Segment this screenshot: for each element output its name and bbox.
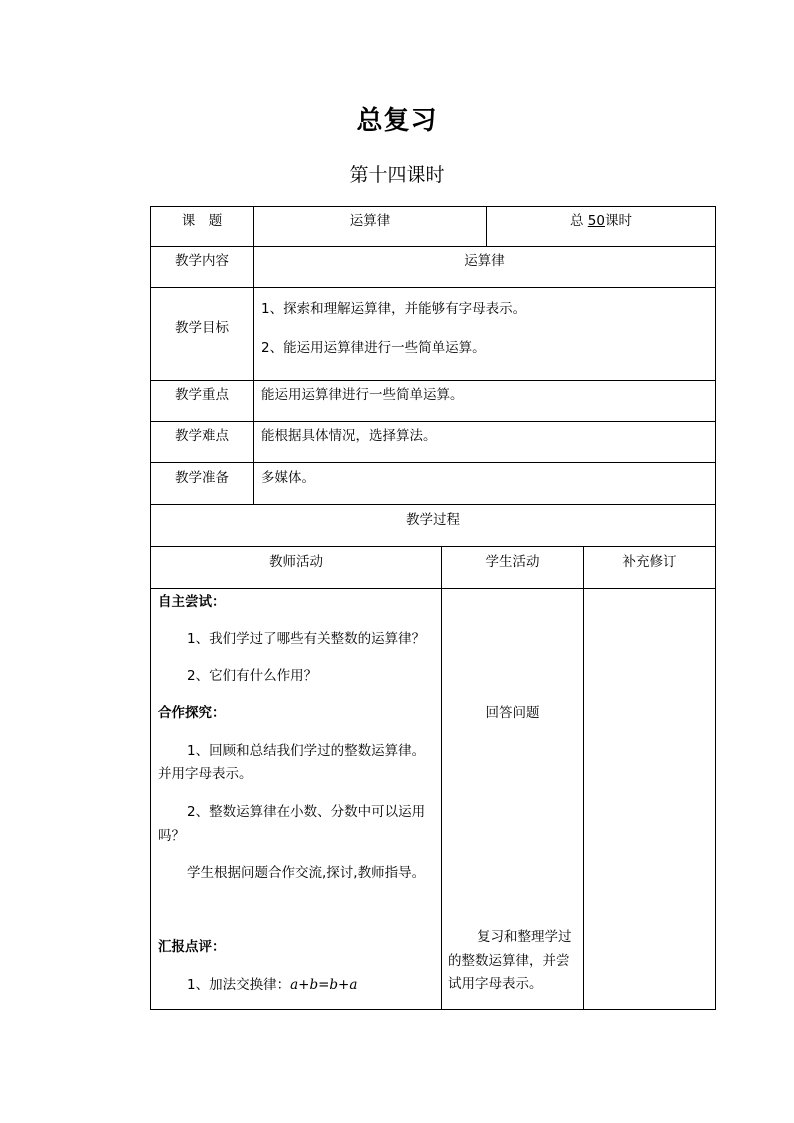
- lesson-number: 第十四课时: [349, 164, 445, 186]
- col-notes: 补充修订: [622, 554, 677, 570]
- process-title: 教学过程: [406, 512, 460, 528]
- col-teacher-activity: 教师活动: [269, 554, 323, 570]
- topic-value: 运算律: [349, 213, 391, 229]
- key-label: 教学重点: [175, 387, 229, 403]
- prep-value: 多媒体。: [261, 470, 315, 486]
- section-heading-report: 汇报点评：: [158, 939, 226, 955]
- goals-label: 教学目标: [175, 320, 229, 336]
- teacher-question: 2、它们有什么作用？: [187, 668, 318, 684]
- prep-label: 教学准备: [175, 470, 229, 486]
- student-answer: 回答问题: [485, 705, 540, 721]
- goal-item: 2、能运用运算律进行一些简单运算。: [261, 340, 486, 356]
- teacher-question: 1、我们学过了哪些有关整数的运算律？: [187, 631, 426, 647]
- teacher-law-item: [187, 977, 357, 993]
- section-heading-explore: 合作探究：: [158, 705, 226, 721]
- content-label: 教学内容: [175, 253, 229, 269]
- total-suffix: 课时: [604, 213, 632, 229]
- difficulty-value: 能根据具体情况，选择算法。: [261, 428, 437, 444]
- teacher-question: 2、整数运算律在小数、分数中可以运用: [187, 804, 426, 820]
- section-heading-self-try: 自主尝试：: [158, 594, 226, 610]
- page-title: 总复习: [356, 106, 438, 136]
- teacher-question: 1、回顾和总结我们学过的整数运算律。: [187, 743, 426, 759]
- total-prefix: 总: [570, 213, 584, 229]
- student-review-line: 复习和整理学过: [477, 929, 572, 945]
- col-student-activity: 学生活动: [485, 554, 540, 570]
- total-lessons: [487, 213, 715, 229]
- topic-label: 课 题: [181, 213, 223, 229]
- total-number: 50: [587, 213, 605, 229]
- law-name: 1、加法交换律：: [187, 977, 291, 993]
- teacher-question-cont: 并用字母表示。: [158, 766, 253, 782]
- key-value: 能运用运算律进行一些简单运算。: [261, 387, 464, 403]
- teacher-note: 学生根据问题合作交流,探讨,教师指导。: [187, 865, 426, 881]
- teacher-question-cont: 吗？: [158, 828, 185, 844]
- student-review-line: 的整数运算律，并尝: [448, 953, 570, 969]
- law-formula: a+b=b+a: [290, 977, 358, 993]
- content-value: 运算律: [464, 253, 505, 269]
- student-review-line: 试用字母表示。: [448, 976, 543, 992]
- difficulty-label: 教学难点: [175, 428, 229, 444]
- goal-item: 1、探索和理解运算律，并能够有字母表示。: [261, 301, 527, 317]
